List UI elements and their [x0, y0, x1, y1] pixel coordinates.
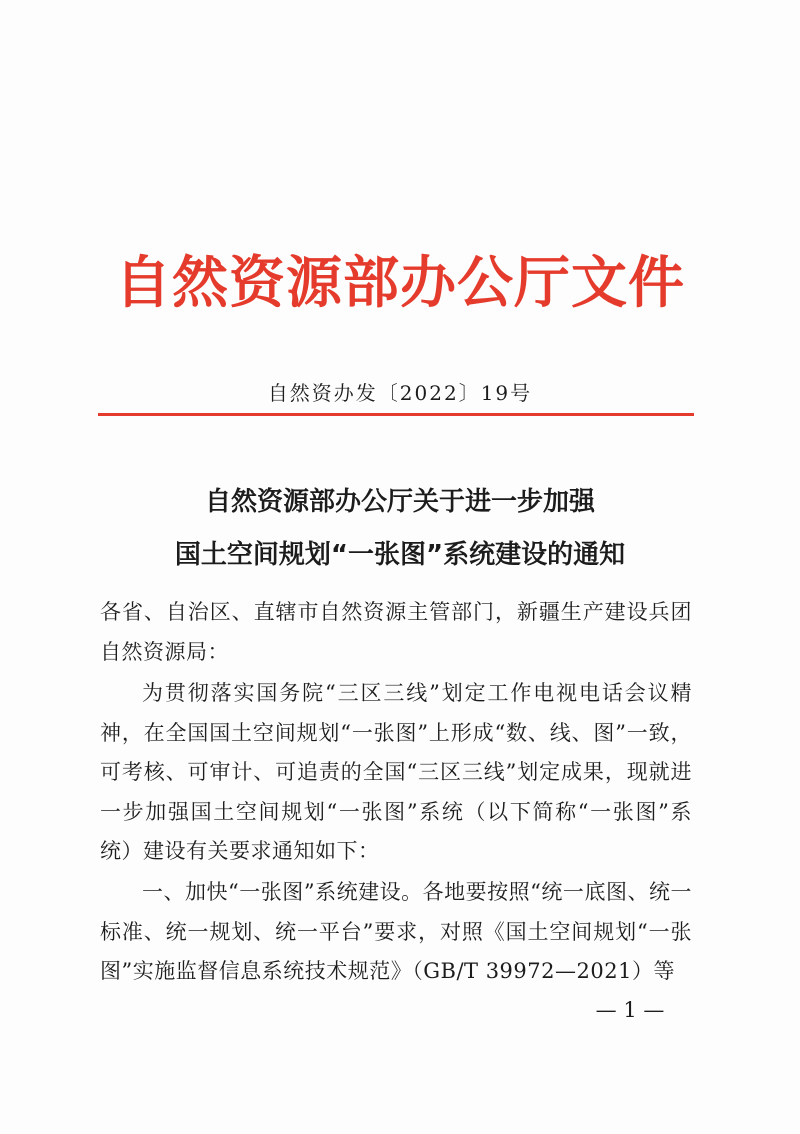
page-number: — 1 — [595, 998, 665, 1022]
body-paragraph-1: 为贯彻落实国务院“三区三线”划定工作电视电话会议精神，在全国国土空间规划“一张图”上形成“数、线、图”一致，可考核、可审计、可追责的全国“三区三线”划定成果，现就进一步加强国土空间规划“一张图”系统（以下简称“一张图”系统）建设有关要求通知如下： [100, 681, 692, 864]
issuing-authority-title: 自然资源部办公厅文件 [115, 251, 685, 316]
notice-title-line-1: 自然资源部办公厅关于进一步加强 [204, 487, 595, 517]
notice-title-line-2: 国土空间规划“一张图”系统建设的通知 [174, 540, 626, 570]
document-number: 自然资办发〔2022〕19号 [267, 381, 533, 405]
addressee-paragraph: 各省、自治区、直辖市自然资源主管部门，新疆生产建设兵团自然资源局： [100, 600, 692, 664]
red-divider-line [98, 413, 694, 416]
body-paragraph-2: 一、加快“一张图”系统建设。各地要按照“统一底图、统一标准、统一规划、统一平台”要求，对照《国土空间规划“一张图”实施监督信息系统技术规范》（GB/T 39972—2021）等 [100, 880, 692, 984]
